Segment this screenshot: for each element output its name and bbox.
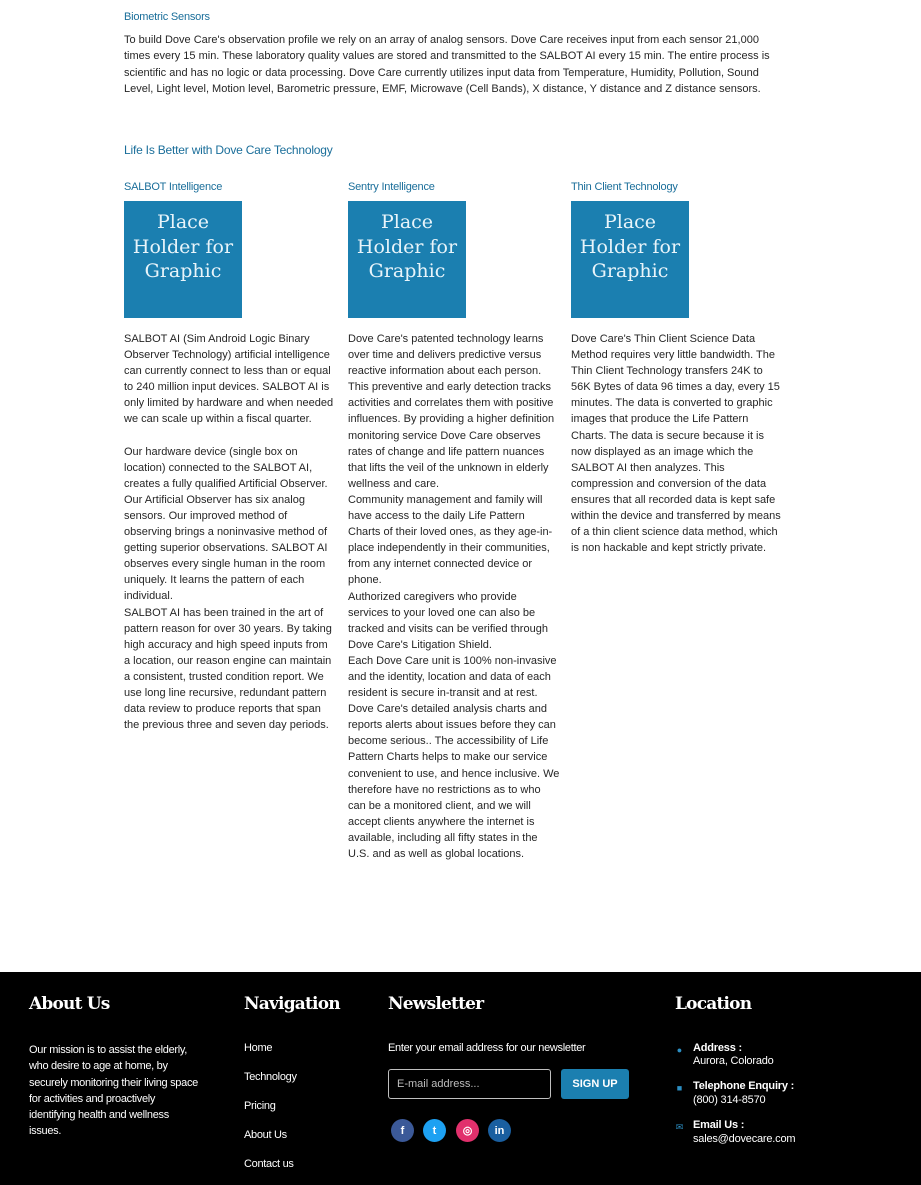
about-text: Our mission is to assist the elderly, who desire to age at home, by securely monitoring their living space for activities and proactively identifying health and wellness issues. [29,1044,198,1138]
map-pin-icon: ● [676,1045,683,1055]
address-value: Aurora, Colorado [693,1055,774,1067]
salbot-paragraph: Our hardware device (single box on location) connected to the SALBOT AI, creates a fully qualified Artificial Observer. Our Artificial Observer has six analog sensors. Our improved method of observing brings a noninvasive method of getting superior observations. SALBOT AI observes every single human in the room uniquely. It learns the pattern of each individual. [124,445,328,603]
thin-client-text [571,331,783,556]
phone-label: Telephone Enquiry : [693,1080,795,1092]
sentry-paragraph: Authorized caregivers who provide services to your loved one can also be tracked and visits can be verified through Dove Care's Litigation Shield. [348,590,548,651]
sentry-column [348,181,560,862]
phone-value: (800) 314-8570 [693,1094,766,1106]
facebook-icon[interactable]: f [391,1119,414,1142]
salbot-paragraph: SALBOT AI has been trained in the art of pattern reason for over 30 years. By taking high accuracy and high speed inputs from a location, our reason engine can maintain a consistent, trusted condition report. We use long line recursive, redundant pattern data review to produce reports that span the previous three and seven day periods. [124,606,332,732]
technology-section-heading: Life Is Better with Dove Care Technology [124,143,333,157]
nav-link-technology[interactable]: Technology [244,1071,297,1083]
email-input[interactable] [388,1069,551,1099]
site-footer [0,972,921,1185]
sentry-paragraph: Each Dove Care unit is 100% non-invasive and the identity, location and data of each resident is secure in-transit and at rest. Dove Care's detailed analysis charts and reports alerts about issues before they can become serious.. The accessibility of Life Pattern Charts helps to make our service convenient to use, and hence inclusive. We therefore have no restrictions as to who can be a monitored client, and we will accept clients anywhere the internet is available, including all fifty states in the U.S. and as well as global locations. [348,654,560,860]
graphic-placeholder: Place Holder for Graphic [571,201,689,318]
linkedin-icon[interactable]: in [488,1119,511,1142]
salbot-heading: SALBOT Intelligence [124,181,223,193]
sentry-paragraph: Community management and family will have access to the daily Life Pattern Charts of their loved ones, as they age-in-place independently in their communities, from any internet connected device or phone. [348,493,553,587]
nav-link-pricing[interactable]: Pricing [244,1100,276,1112]
thin-client-column [571,181,783,556]
sentry-heading: Sentry Intelligence [348,181,435,193]
envelope-icon: ✉ [675,1122,684,1132]
email-link[interactable]: sales@dovecare.com [693,1133,796,1145]
sentry-paragraph: Dove Care's patented technology learns over time and delivers predictive versus reactive information about each person. This preventive and early detection tracks activities and correlates them with positive influences. By providing a higher definition monitoring service Dove Care observes rates of change and life pattern nuances that lifts the veil of the unknown in elderly wellness and care. [348,333,555,490]
thin-client-paragraph: Dove Care's Thin Client Science Data Method requires very little bandwidth. The Thin Client Technology transfers 24K to 56K Bytes of data 96 times a day, every 15 minutes. The data is converted to graphic images that produce the Life Pattern Charts. The data is secure because it is now displayed as an image which the SALBOT AI then analyzes. This compression and conversion of the data ensures that all recorded data is kept safe within the device and transferred by means of a thin client science data method, which is non hackable and kept strictly private. [571,333,781,555]
thin-client-heading: Thin Client Technology [571,181,678,193]
graphic-placeholder: Place Holder for Graphic [124,201,242,318]
address-label: Address : [693,1042,742,1054]
sign-up-button[interactable]: SIGN UP [561,1069,629,1099]
biometric-sensors-text: To build Dove Care's observation profile we rely on an array of analog sensors. Dove Care receives input from each sensor 21,000 times every 15 min. These laboratory quality values are stored and transmitted to the SALBOT AI every 15 min. The entire process is scientific and has no logic or data processing. Dove Care currently utilizes input data from Temperature, Humidity, Pollution, Sound Level, Light level, Motion level, Barometric pressure, EMF, Microwave (Cell Bands), X distance, Y distance and Z distance sensors. [124,34,770,95]
newsletter-heading: Newsletter [388,994,484,1014]
salbot-paragraph: SALBOT AI (Sim Android Logic Binary Observer Technology) artificial intelligence can currently connect to less than or equal to 240 million input devices. SALBOT AI is only limited by hardware and when needed we can scale up within a fiscal quarter. [124,333,334,426]
sentry-text [348,331,560,862]
location-heading: Location [675,994,752,1014]
nav-link-about[interactable]: About Us [244,1129,287,1141]
phone-icon: ■ [676,1083,683,1093]
navigation-heading: Navigation [244,994,340,1014]
salbot-column [124,181,336,733]
instagram-icon[interactable]: ◎ [456,1119,479,1142]
graphic-placeholder: Place Holder for Graphic [348,201,466,318]
nav-link-contact[interactable]: Contact us [244,1158,294,1170]
newsletter-text: Enter your email address for our newsletter [388,1042,586,1054]
email-label: Email Us : [693,1119,745,1131]
nav-link-home[interactable]: Home [244,1042,273,1054]
salbot-text [124,331,336,733]
about-heading: About Us [29,994,110,1014]
biometric-sensors-heading: Biometric Sensors [124,11,210,23]
twitter-icon[interactable]: t [423,1119,446,1142]
